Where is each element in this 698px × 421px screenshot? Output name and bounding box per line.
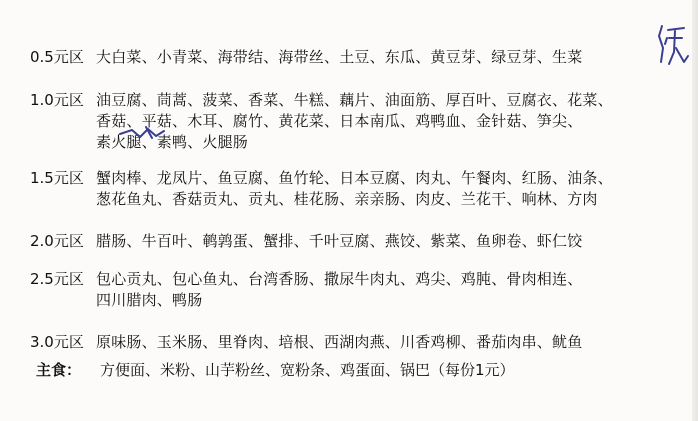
tier-items-line: 香菇、平菇、木耳、腐竹、黄花菜、日本南瓜、鸡鸭血、金针菇、笋尖、 xyxy=(96,112,583,130)
tier-row-2-5 xyxy=(30,269,666,311)
tier-items-line: 素火腿、素鸭、火腿肠 xyxy=(96,133,249,151)
tier-row-1-0 xyxy=(30,90,666,153)
staple-row xyxy=(36,360,515,381)
tier-items-line: 腊肠、牛百叶、鹌鹑蛋、蟹排、千叶豆腐、燕饺、紫菜、鱼卵卷、虾仁饺 xyxy=(96,232,583,250)
tier-items xyxy=(96,231,666,252)
tier-row-3-0 xyxy=(30,332,666,353)
tier-label: 2.0元区 xyxy=(30,232,84,250)
tier-label: 1.5元区 xyxy=(30,169,84,187)
tier-items xyxy=(96,90,666,153)
staple-items: 方便面、米粉、山芋粉丝、宽粉条、鸡蛋面、锅巴（每份1元） xyxy=(100,361,515,379)
tier-items-line: 蟹肉棒、龙凤片、鱼豆腐、鱼竹轮、日本豆腐、肉丸、午餐肉、红肠、油条、 xyxy=(96,169,613,187)
tier-label: 2.5元区 xyxy=(30,270,84,288)
tier-row-1-5 xyxy=(30,168,666,210)
tier-items-line: 四川腊肉、鸭肠 xyxy=(96,291,203,309)
tier-row-0-5 xyxy=(30,47,666,68)
tier-label: 3.0元区 xyxy=(30,333,84,351)
tier-items xyxy=(96,168,666,210)
tier-items xyxy=(96,47,666,68)
pen-scribble xyxy=(118,123,182,143)
tier-items xyxy=(96,269,666,311)
handwritten-mark xyxy=(656,18,690,70)
tier-items-line: 大白菜、小青菜、海带结、海带丝、土豆、东瓜、黄豆芽、绿豆芽、生菜 xyxy=(96,48,583,66)
tier-items xyxy=(96,332,666,353)
tier-items-line: 葱花鱼丸、香菇贡丸、贡丸、桂花肠、亲亲肠、肉皮、兰花干、响林、方肉 xyxy=(96,190,598,208)
tier-items-line: 油豆腐、茼蒿、菠菜、香菜、牛糕、藕片、油面筋、厚百叶、豆腐衣、花菜、 xyxy=(96,91,613,109)
tier-items-line: 包心贡丸、包心鱼丸、台湾香肠、撒尿牛肉丸、鸡尖、鸡肫、骨肉相连、 xyxy=(96,270,583,288)
tier-items-line: 原味肠、玉米肠、里脊肉、培根、西湖肉燕、川香鸡柳、番茄肉串、鱿鱼 xyxy=(96,333,583,351)
tier-row-2-0 xyxy=(30,231,666,252)
staple-label: 主食： xyxy=(36,361,82,379)
tier-label: 1.0元区 xyxy=(30,91,84,109)
tier-label: 0.5元区 xyxy=(30,48,84,66)
